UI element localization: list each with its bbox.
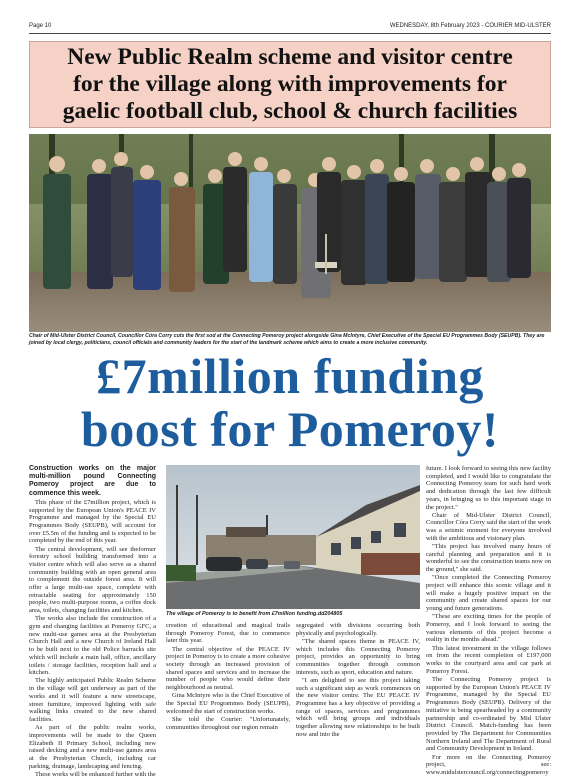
article-column-4	[426, 465, 551, 776]
page-header	[29, 22, 551, 32]
article-paragraph: "The shared spaces theme in PEACE IV, which includes this Connecting Pomeroy project, provides an opportunity to bring communities together through common interests, such as sport, education and nature.	[296, 637, 420, 676]
article-column-1	[29, 465, 156, 778]
group-photo-image	[29, 134, 551, 332]
main-headline-line-1: £7million funding	[96, 348, 484, 404]
article-paragraph: segregated with divisions occurring both physically and psychologically.	[296, 622, 420, 637]
article-paragraph: The Connecting Pomeroy project is supported by the European Union's PEACE IV Programme, managed by the Special EU Programmes Body (SEUPB). Delivery of the initiative is being spearheaded by a community partnership and co-ordinated by Mid Ulster District Council. Match-funding has been provided by The Department for Communities Northern Ireland and The Department of Rural and Community Development in Ireland.	[426, 675, 551, 753]
article-paragraph: The highly anticipated Public Realm Scheme in the village will get underway as part of the works and it will feature a new streetscape, street furniture, improved lighting with safe walking links created to the new shared facilities.	[29, 677, 156, 723]
street-photo-image	[166, 465, 420, 609]
page-number: Page 10	[29, 23, 52, 29]
dateline: WEDNESDAY, 8th February 2023 - COURIER MID-ULSTER	[389, 23, 551, 29]
article-column-3	[296, 622, 420, 738]
article-paragraph: future. I look forward to seeing this new facility completed, and I would like to congratulate the Connecting Pomeroy team for such hard work and dedication through the last few difficult years, in bringing us to this important stage in the project."	[426, 465, 551, 511]
headline-line-3: gaelic football club, school & church facilities	[62, 98, 518, 124]
street-photo-caption: The village of Pomeroy is to benefit from £7million funding.dd204805	[166, 611, 343, 617]
article-paragraph: This latest investment in the village follows on from the recent completion of £197,000 works to the courtyard area and car park at Pomeroy Forest.	[426, 644, 551, 675]
people-group	[43, 152, 531, 298]
article-paragraph: The central development, will see theformer forestry school building transformed into a visitor centre which will also serve as a shared community building with an open general area to complement the outside forest area. It will offer a large multi-use space, complete with retractable seating for approximately 150 people, two multi-purpose rooms, a coffee dock area, toilets, changing facilities and kitchen.	[29, 545, 156, 615]
article-paragraph: "This project has involved many hours of careful planning and preparation and it is wonderful to see the construction teams now on the ground," she said.	[426, 543, 551, 574]
article-paragraph: For more on the Connecting Pomeroy project, see: www.midulstercouncil.org/connectingpomeroy	[426, 753, 551, 776]
street-photo	[166, 465, 420, 609]
article-paragraph: Gina McIntyre who is the Chief Executive of the Special EU Programmes Body (SEUPB), welcomed the start of construction works.	[166, 692, 290, 715]
article-column-2	[166, 622, 290, 733]
article-paragraph: "I am delighted to see this project taking such a significant step as work commences on the new visitor centre. The EU PEACE IV Programme has a key objective of providing a range of spaces, services and programmes which will bring groups and individuals together allowing new relationships to be built now and into the	[296, 676, 420, 738]
article-lead: Construction works on the major multi-million pound Connecting Pomeroy project are due to commence this week.	[29, 465, 156, 497]
headline-line-1: New Public Realm scheme and visitor centre	[67, 44, 513, 70]
article-paragraph: These works will be enhanced further with the	[35, 770, 156, 778]
group-photo	[29, 134, 551, 332]
header-rule	[29, 33, 551, 34]
article-paragraph: "Once completed the Connecting Pomeroy project will enhance this scenic village and it will make a hugely positive impact on the community and create shared spaces for our young and future generations.	[426, 574, 551, 613]
main-headline-line-2: boost for Pomeroy!	[80, 401, 500, 457]
article-paragraph: As part of the public realm works, improvements will be made to the Queen Elizabeth II Primary School, including new raised decking and a new multi-use games area at the Presbyterian Church, including car parking, drainage, landscaping and fencing.	[29, 724, 156, 770]
article-paragraph: "These are exciting times for the people of Pomeroy, and I look forward to seeing the various elements of this project become a reality in the months ahead."	[426, 613, 551, 644]
article-paragraph: Chair of Mid-Ulster District Council, Councillor Córa Corry said the start of the work was a seismic moment for everyone involved with the ambitious and visionary plan.	[426, 511, 551, 542]
article-paragraph: The central objective of the PEACE IV project in Pomeroy is to create a more cohesive society through an increased provision of shared spaces and services and to increase the number of people who would define their neighbourhood as neutral.	[166, 645, 290, 692]
headline-box	[29, 41, 551, 128]
headline-line-2: for the village along with improvements for	[73, 71, 507, 97]
main-headline	[29, 350, 551, 456]
headline	[36, 44, 544, 125]
photo-caption: Chair of Mid-Ulster District Council, Councillor Córa Corry cuts the first sod at the Connecting Pomeroy project alongside Gina McIntyre, Chief Executive of the Special EU Programmes Body (SEUPB). They are joined by local clergy, politicians, council officials and community leaders for the start of the landmark scheme which aims to create a more inclusive community.	[29, 333, 545, 346]
article-paragraph: This phase of the £7million project, which is supported by the European Union's PEACE IV Programme and managed by the Special EU Programmes Body (SEUPB), will account for over £5.5m of the funding and is expected to be completed by the end of this year.	[29, 498, 156, 545]
article-paragraph: creation of educational and magical trails through Pomeroy Forest, due to commence later this year.	[166, 622, 290, 645]
article-paragraph: The works also include the construction of a gym and changing facilities at Pomeroy GFC, a new multi-use games area at the Presbyterian Church Hall and a new Church of Ireland Hall to be built next to the old Police barracks site which will include a main hall, office, ancillary toilets / storage facilities, reception hall and a kitchen.	[29, 615, 156, 677]
article-paragraph: She told the Courier: "Unfortunately, communities throughout our region remain	[166, 715, 290, 731]
